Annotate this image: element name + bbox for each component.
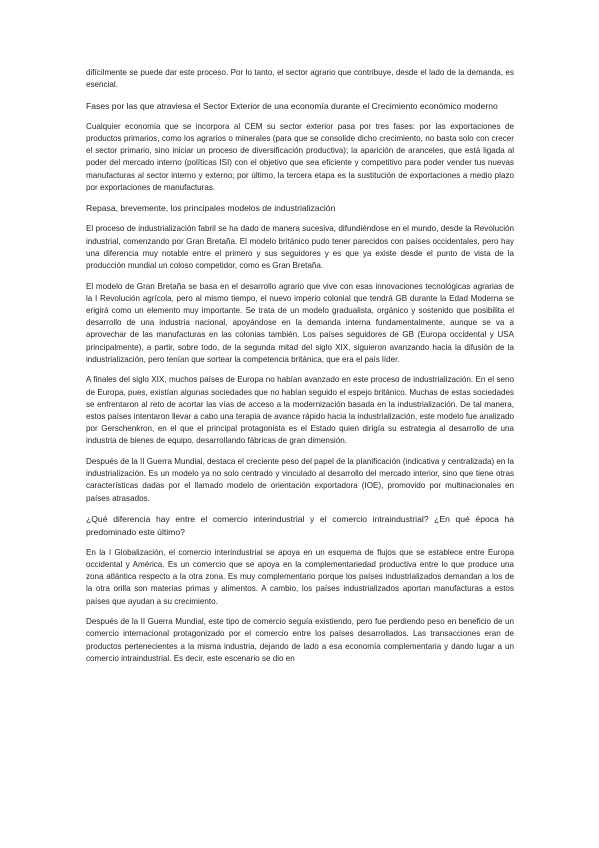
- paragraph-fases: Cualquier economía que se incorpora al CEM su sector exterior pasa por tres fases: por las exportaciones de productos primarios, como los agrarios o minerales (para que se consolide dicho crecimiento, no basta solo con crecer el sector primario, sino iniciar un proceso de diversificación productiva); la aparición de aranceles, que está ligada al poder del mercado interno (políticas ISI) con el objetivo que sea eficiente y competitivo para poder vender tus nuevas manufacturas al sector interno y externo; por último, la tercera etapa es la sustitución de exportaciones a medio plazo por exportaciones de manufacturas.: [86, 121, 514, 192]
- paragraph-intro-continuation: difícilmente se puede dar este proceso. Por lo tanto, el sector agrario que contribuye, desde el lado de la demanda, es esencial.: [86, 68, 514, 90]
- document-body: [86, 67, 514, 673]
- section-heading-modelos-industrializacion: Repasa, brevemente, los principales modelos de industrialización: [86, 203, 336, 214]
- paragraph-primera-globalizacion: En la I Globalización, el comercio interindustrial se apoya en un esquema de flujos que se establece entre Europa occidental y América. Es un comercio que se apoya en la complementariedad productiva entre lo que produce una zona atlántica respecto a la otra zona. Es muy complementario porque los países industrializados demandan a los de la otra orilla son materias primas y alimentos. A cambio, los países industrializados aportan manufacturas a estos países que ayudan a su crecimiento.: [86, 547, 514, 606]
- section-heading-fases-sector-exterior: Fases por las que atraviesa el Sector Exterior de una economía durante el Crecimiento económico moderno: [86, 100, 498, 111]
- paragraph-proceso-industrializacion: El proceso de industrialización fabril se ha dado de manera sucesiva, difundiéndose en el mundo, desde la Revolución industrial, comenzando por Gran Bretaña. El modelo británico pudo tener parecidos con países occidentales, pero hay una diferencia muy notable entre el primero y sus seguidores y es que ya existe desde el punto de vista de la producción mundial un coloso competidor, como es Gran Bretaña.: [86, 224, 514, 270]
- paragraph-comercio-intraindustrial: Después de la II Guerra Mundial, este tipo de comercio seguía existiendo, pero fue perdiendo peso en beneficio de un comercio internacional protagonizado por el comercio entre los países desarrollados. Las transacciones eran de productos pertenecientes a la misma industria, dejando de lado a esa economía complementaria y dando lugar a un comercio intraindustrial. Es decir, este escenario se dio en: [86, 617, 514, 663]
- paragraph-posguerra-planificacion: Después de la II Guerra Mundial, destaca el creciente peso del papel de la planificación (indicativa y centralizada) en la industrialización. Es un modelo ya no solo centrado y vinculado al desarrollo del mercado interior, sino que tiene otras características dadas por el llamado modelo de orientación exportadora (IOE), promovido por multinacionales en países atrasados.: [86, 457, 514, 503]
- paragraph-finales-siglo-xix: A finales del siglo XIX, muchos países de Europa no habían avanzado en este proceso de industrialización. En el seno de Europa, pues, existían algunas sociedades que no habían seguido el espejo británico. Muchas de estas sociedades se enfrentaron al reto de acortar las vías de acceso a la modernización basada en la industrialización. De tal manera, estos países intentaron llevar a cabo una terapia de avance rápido hacia la industrialización, este modelo fue analizado por Gerschenkron, en el que el principal protagonista es el Estado quien dirigía su estrategia al desarrollo de una industria de bienes de equipo, desarrollando fábricas de gran dimensión.: [86, 375, 514, 446]
- paragraph-modelo-gran-bretana: El modelo de Gran Bretaña se basa en el desarrollo agrario que vive con esas innovaciones tecnológicas agrarias de la I Revolución agrícola, pero al mismo tiempo, el nuevo imperio colonial que tendrá GB durante la Edad Moderna se erigirá como un elemento muy importante. Se trata de un modelo gradualista, orgánico y sostenido que posibilita el desarrollo de una industria nacional, apoyándose en la demanda interna fundamentalmente, aunque se va a aprovechar de las manufacturas en las colonias también. Los países seguidores de GB (Europa occidental y USA principalmente), a partir, sobre todo, de la segunda mitad del siglo XIX, siguieron avanzando hacia la difusión de la industrialización, pero tenían que sortear la competencia británica, que era el país líder.: [86, 281, 514, 364]
- section-heading-comercio-inter-intra: ¿Qué diferencia hay entre el comercio interindustrial y el comercio intraindustrial? ¿En qué época ha predominado este último?: [86, 514, 514, 537]
